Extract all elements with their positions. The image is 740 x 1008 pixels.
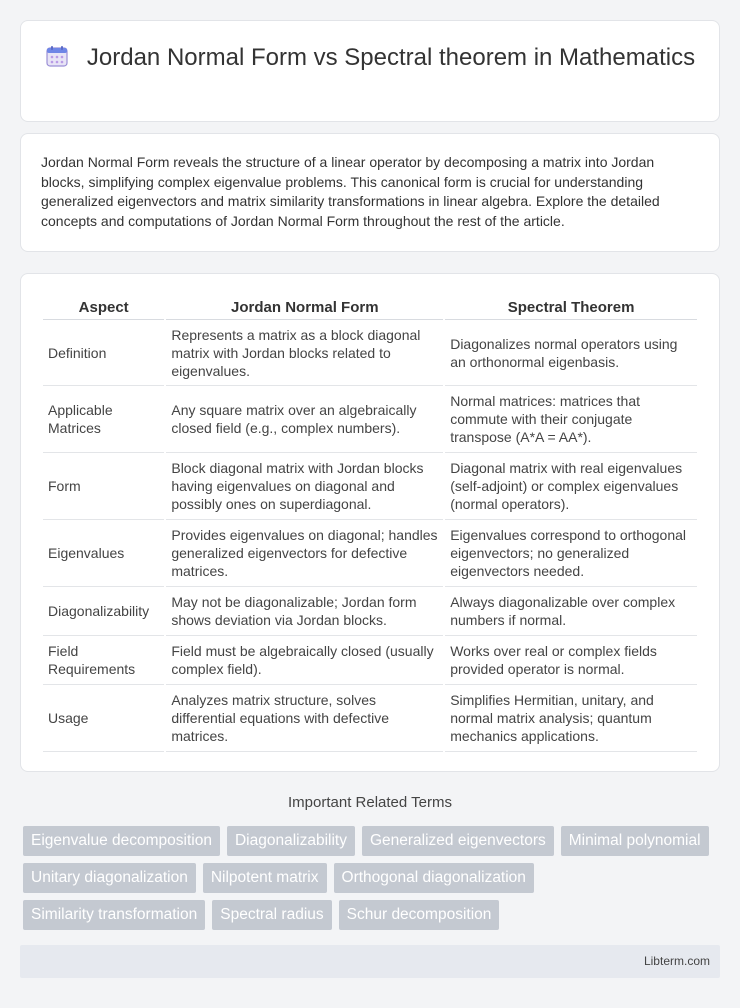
- row-jordan: Analyzes matrix structure, solves differential equations with defective matrices.: [166, 685, 443, 752]
- row-aspect: Definition: [43, 320, 164, 386]
- table-row: [43, 320, 697, 386]
- table-row: [43, 685, 697, 752]
- row-jordan: May not be diagonalizable; Jordan form shows deviation via Jordan blocks.: [166, 587, 443, 636]
- related-term-tag[interactable]: Orthogonal diagonalization: [334, 863, 534, 893]
- footer-site-link[interactable]: Libterm.com: [643, 954, 710, 968]
- related-term-tag[interactable]: Minimal polynomial: [561, 826, 709, 856]
- row-aspect: Field Requirements: [43, 636, 164, 685]
- row-jordan: Represents a matrix as a block diagonal matrix with Jordan blocks related to eigenvalues.: [166, 320, 443, 386]
- header-spectral: Spectral Theorem: [445, 294, 697, 320]
- related-term-tag[interactable]: Similarity transformation: [23, 900, 205, 930]
- title-card: [20, 20, 720, 122]
- row-aspect: Diagonalizability: [43, 587, 164, 636]
- table-row: [43, 386, 697, 453]
- intro-card: [20, 133, 720, 252]
- row-aspect: Form: [43, 453, 164, 520]
- page-title: Jordan Normal Form vs Spectral theorem in Mathematics: [86, 44, 696, 71]
- related-term-tag[interactable]: Schur decomposition: [339, 900, 500, 930]
- row-spectral: Diagonal matrix with real eigenvalues (self-adjoint) or complex eigenvalues (normal operators).: [445, 453, 697, 520]
- calendar-icon: [45, 44, 69, 68]
- table-row: [43, 453, 697, 520]
- related-term-tag[interactable]: Unitary diagonalization: [23, 863, 196, 893]
- row-aspect: Applicable Matrices: [43, 386, 164, 453]
- intro-paragraph: Jordan Normal Form reveals the structure of a linear operator by decomposing a matrix into Jordan blocks, simplifying complex eigenvalue problems. This canonical form is crucial for understanding generalized eigenvectors and matrix similarity transformations in linear algebra. Explore the detailed concepts and computations of Jordan Normal Form throughout the rest of the article.: [41, 154, 660, 229]
- row-aspect: Usage: [43, 685, 164, 752]
- table-row: [43, 587, 697, 636]
- row-jordan: Block diagonal matrix with Jordan blocks having eigenvalues on diagonal and possibly ones on superdiagonal.: [166, 453, 443, 520]
- related-terms-heading: Important Related Terms: [288, 794, 452, 811]
- row-jordan: Field must be algebraically closed (usually complex field).: [166, 636, 443, 685]
- row-spectral: Normal matrices: matrices that commute with their conjugate transpose (A*A = AA*).: [445, 386, 697, 453]
- row-spectral: Eigenvalues correspond to orthogonal eigenvectors; no generalized eigenvectors needed.: [445, 520, 697, 587]
- row-spectral: Simplifies Hermitian, unitary, and normal matrix analysis; quantum mechanics applications.: [445, 685, 697, 752]
- page-title-wrap: [21, 43, 719, 72]
- row-spectral: Diagonalizes normal operators using an orthonormal eigenbasis.: [445, 320, 697, 386]
- row-spectral: Works over real or complex fields provided operator is normal.: [445, 636, 697, 685]
- related-term-tag[interactable]: Eigenvalue decomposition: [23, 826, 220, 856]
- row-jordan: Provides eigenvalues on diagonal; handles generalized eigenvectors for defective matrices.: [166, 520, 443, 587]
- related-term-tag[interactable]: Generalized eigenvectors: [362, 826, 554, 856]
- row-spectral: Always diagonalizable over complex numbers if normal.: [445, 587, 697, 636]
- table-header-row: [43, 294, 697, 320]
- related-term-tag[interactable]: Nilpotent matrix: [203, 863, 327, 893]
- related-term-tag[interactable]: Diagonalizability: [227, 826, 355, 856]
- related-terms-list: [23, 826, 723, 930]
- header-aspect: Aspect: [43, 294, 164, 320]
- table-row: [43, 636, 697, 685]
- comparison-table: [41, 294, 699, 752]
- related-term-tag[interactable]: Spectral radius: [212, 900, 331, 930]
- row-jordan: Any square matrix over an algebraically closed field (e.g., complex numbers).: [166, 386, 443, 453]
- footer: [20, 945, 720, 978]
- comparison-card: [20, 273, 720, 772]
- table-row: [43, 520, 697, 587]
- row-aspect: Eigenvalues: [43, 520, 164, 587]
- header-jordan: Jordan Normal Form: [166, 294, 443, 320]
